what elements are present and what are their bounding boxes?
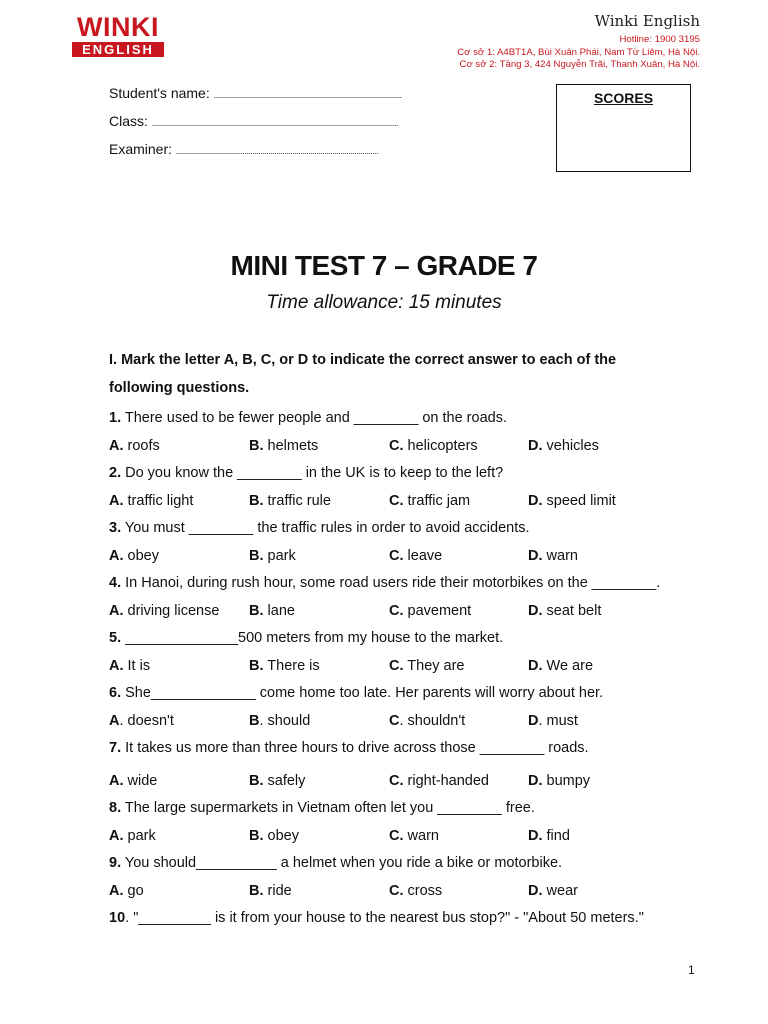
- page-number: 1: [688, 963, 695, 977]
- option-b: B. helmets: [249, 438, 319, 454]
- student-info: [109, 84, 402, 168]
- question-number: 5.: [109, 630, 122, 646]
- option-c: C. cross: [389, 883, 443, 899]
- question-9: [109, 855, 562, 871]
- option-c: C. warn: [389, 828, 439, 844]
- question-6: [109, 685, 603, 701]
- option-b: B. should: [249, 713, 311, 729]
- option-c: C. pavement: [389, 603, 472, 619]
- question-number: 2.: [109, 465, 122, 481]
- test-title: MINI TEST 7 – GRADE 7: [230, 250, 538, 281]
- question-number: 4.: [109, 575, 122, 591]
- option-c: C. leave: [389, 548, 443, 564]
- question-text: ______________500 meters from my house to the market.: [121, 630, 504, 646]
- student-name-label: Student's name:: [109, 85, 214, 101]
- question-2: [109, 465, 503, 481]
- question-8: [109, 800, 535, 816]
- company-address-1: Cơ sở 1: A4BT1A, Bùi Xuân Phái, Nam Từ Liêm, Hà Nội.: [457, 46, 700, 58]
- question-text: In Hanoi, during rush hour, some road users ride their motorbikes on the ________.: [121, 575, 661, 591]
- option-d: D. must: [528, 713, 578, 729]
- student-name-blank: ..............................................................................................: [213, 90, 402, 100]
- question-5: [109, 630, 503, 646]
- option-a: A. park: [109, 828, 156, 844]
- question-text: You must ________ the traffic rules in order to avoid accidents.: [121, 520, 530, 536]
- option-b: B. lane: [249, 603, 295, 619]
- option-d: D. speed limit: [528, 493, 616, 509]
- option-a: A. obey: [109, 548, 159, 564]
- question-text: It takes us more than three hours to drive across those ________ roads.: [121, 740, 589, 756]
- company-name: Winki English: [594, 12, 700, 30]
- option-d: D. seat belt: [528, 603, 602, 619]
- option-a: A. wide: [109, 773, 158, 789]
- option-b: B. obey: [249, 828, 299, 844]
- option-d: D. find: [528, 828, 570, 844]
- question-number: 3.: [109, 520, 122, 536]
- option-d: D. bumpy: [528, 773, 591, 789]
- class-label: Class:: [109, 113, 152, 129]
- question-3: [109, 520, 530, 536]
- option-b: B. There is: [249, 658, 320, 674]
- logo-text-winki: WINKI: [77, 12, 159, 42]
- option-b: B. safely: [249, 773, 306, 789]
- winki-logo: [72, 14, 164, 57]
- option-a: A. traffic light: [109, 493, 194, 509]
- option-d: D. warn: [528, 548, 578, 564]
- question-text: She_____________ come home too late. Her parents will worry about her.: [121, 685, 604, 701]
- question-number: 10: [109, 910, 126, 926]
- logo-text-english: ENGLISH: [72, 42, 164, 57]
- question-number: 6.: [109, 685, 122, 701]
- company-address-2: Cơ sở 2: Tầng 3, 424 Nguyễn Trãi, Thanh Xuân, Hà Nội.: [459, 59, 700, 70]
- option-c: C. traffic jam: [389, 493, 471, 509]
- examiner-row: [109, 140, 402, 168]
- option-c: C. They are: [389, 658, 465, 674]
- question-text: Do you know the ________ in the UK is to keep to the left?: [121, 465, 504, 481]
- question-number: 9.: [109, 855, 122, 871]
- question-4: [109, 575, 660, 591]
- option-d: D. vehicles: [528, 438, 599, 454]
- option-d: D. We are: [528, 658, 594, 674]
- class-row: [109, 112, 402, 140]
- time-allowance: Time allowance: 15 minutes: [266, 292, 502, 313]
- question-number: 8.: [109, 800, 122, 816]
- option-a: A. doesn't: [109, 713, 174, 729]
- examiner-blank: .....................................................................................................: [175, 146, 378, 156]
- question-7: [109, 740, 589, 756]
- option-c: C. right-handed: [389, 773, 489, 789]
- option-b: B. ride: [249, 883, 292, 899]
- option-a: A. roofs: [109, 438, 160, 454]
- section-heading: I. Mark the letter A, B, C, or D to indicate the correct answer to each of the following questions.: [109, 352, 617, 396]
- option-d: D. wear: [528, 883, 578, 899]
- question-1: [109, 410, 507, 426]
- question-10: [109, 910, 644, 926]
- question-text: The large supermarkets in Vietnam often let you ________ free.: [121, 800, 535, 816]
- company-hotline: Hotline: 1900 3195: [619, 34, 700, 45]
- examiner-label: Examiner:: [109, 141, 176, 157]
- scores-label: SCORES: [593, 90, 654, 106]
- question-text: There used to be fewer people and ________ on the roads.: [121, 410, 507, 426]
- student-name-row: [109, 84, 402, 112]
- scores-box: [556, 84, 691, 172]
- option-a: A. It is: [109, 658, 151, 674]
- class-blank: ...........................................................................................................................: [151, 118, 398, 128]
- question-text: . "_________ is it from your house to the nearest bus stop?" - "About 50 meters.": [125, 910, 644, 926]
- option-a: A. driving license: [109, 603, 220, 619]
- option-c: C. helicopters: [389, 438, 478, 454]
- option-b: B. traffic rule: [249, 493, 331, 509]
- question-number: 7.: [109, 740, 122, 756]
- company-header: [457, 12, 700, 72]
- question-number: 1.: [109, 410, 122, 426]
- question-text: You should__________ a helmet when you ride a bike or motorbike.: [121, 855, 563, 871]
- option-a: A. go: [109, 883, 144, 899]
- option-c: C. shouldn't: [389, 713, 466, 729]
- option-b: B. park: [249, 548, 296, 564]
